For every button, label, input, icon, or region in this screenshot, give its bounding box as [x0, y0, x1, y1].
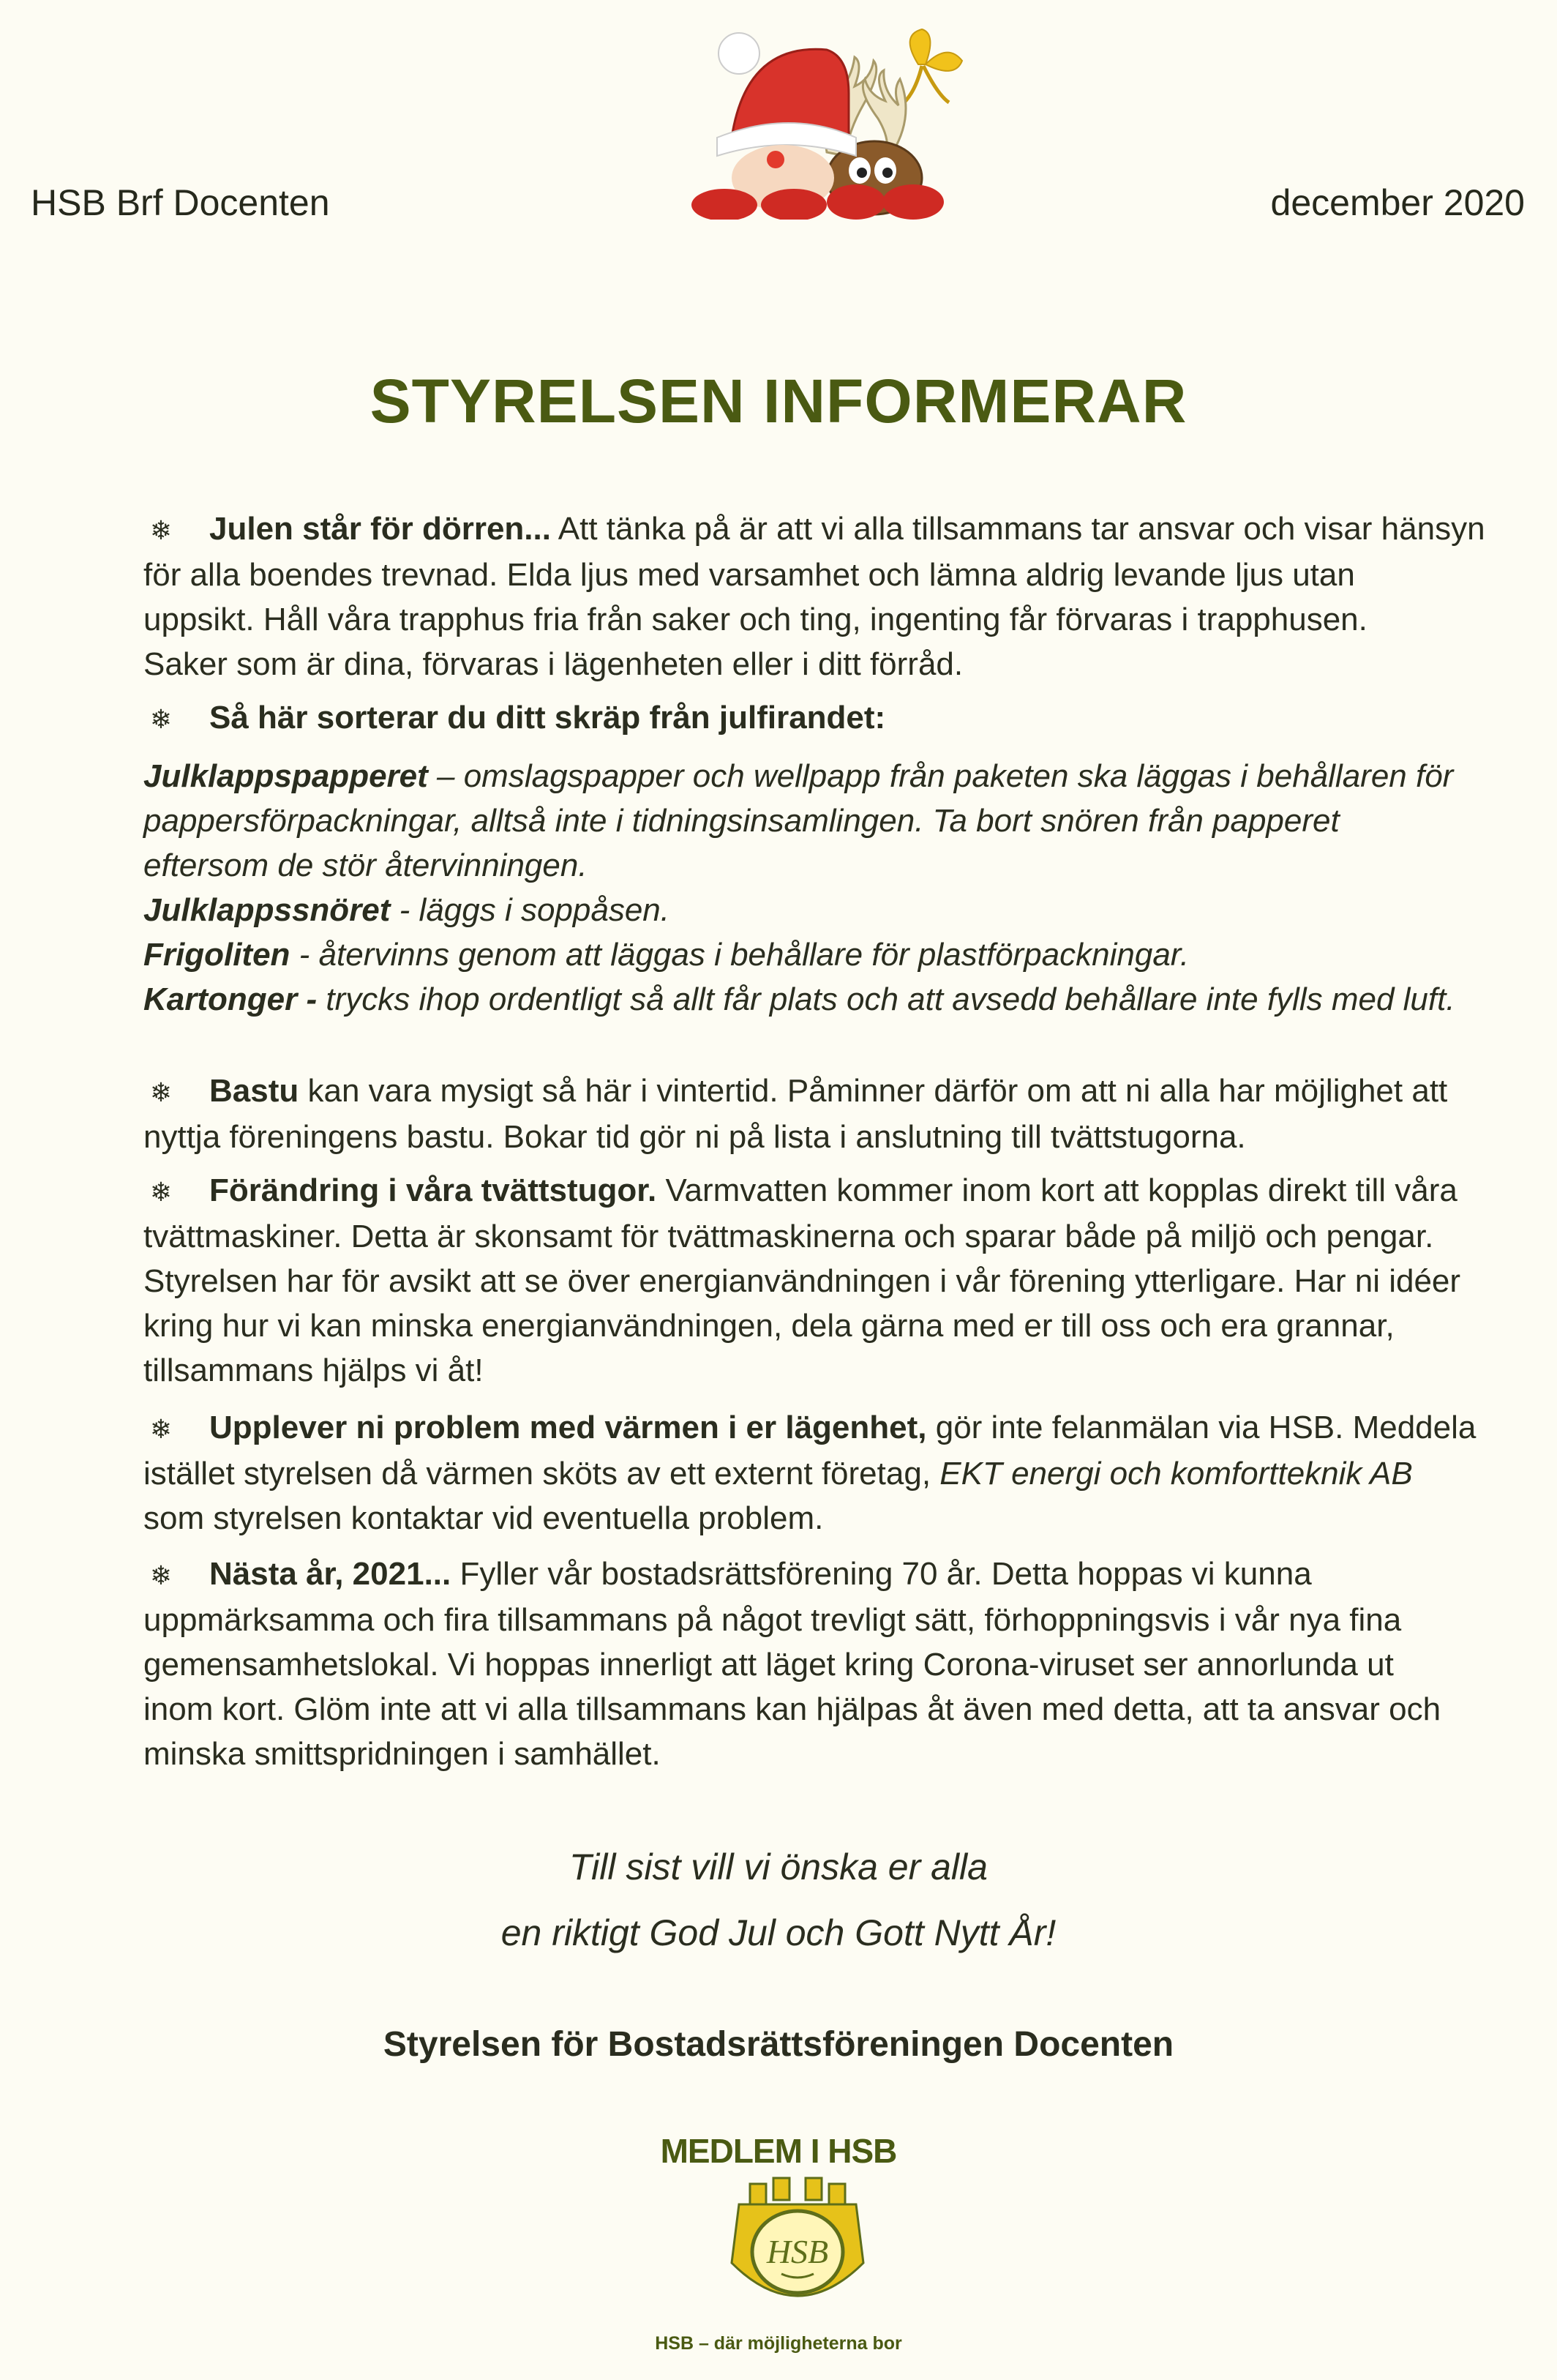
- header-org-name: HSB Brf Docenten: [31, 182, 330, 223]
- santa-and-reindeer-illustration: [673, 13, 995, 220]
- signature: Styrelsen för Bostadsrättsföreningen Docenten: [383, 2025, 1174, 2064]
- company-name: EKT energi och komfortteknik AB: [939, 1456, 1413, 1492]
- text-line: pappersförpackningar, alltså inte i tidningsinsamlingen. Ta bort snören från papperet: [143, 803, 1340, 839]
- section-julen-line1: ❄ Julen står för dörren... Att tänka på är att vi alla tillsammans tar ansvar och visar hänsyn: [143, 506, 1534, 553]
- text-line: eftersom de stör återvinningen.: [143, 847, 588, 883]
- section-nasta-ar: ❄ Nästa år, 2021... Fyller vår bostadsrättsförening 70 år. Detta hoppas vi kunna uppmärksamma och fira tillsammans på något trevligt sätt, förhoppningsvis i vår nya fina gemensamhetslokal. Vi hoppas innerligt att läget kring Corona-viruset ser annorlunda ut inom kort. Glöm inte att vi alla tillsammans kan hjälpas åt även med detta, att ta ansvar och minska smittspridningen i samhället.: [143, 1552, 1534, 1776]
- closing-line-1: Till sist vill vi önska er alla: [569, 1846, 988, 1887]
- section-bastu: ❄ Bastu kan vara mysigt så här i vintertid. Påminner därför om att ni alla har möjlighet att nyttja föreningens bastu. Bokar tid gör ni på lista i anslutning till tvättstugorna.: [143, 1069, 1534, 1159]
- snowflake-icon: ❄: [149, 1560, 173, 1590]
- medlem-i-hsb: MEDLEM I HSB: [660, 2132, 897, 2170]
- sort-item-julklappssnore: Julklappssnöret - läggs i soppåsen.: [143, 892, 669, 928]
- snowflake-icon: ❄: [149, 1414, 173, 1444]
- snowflake-icon: ❄: [149, 1077, 173, 1107]
- text-line: nyttja föreningens bastu. Bokar tid gör ni på lista i anslutning till tvättstugorna.: [143, 1119, 1246, 1155]
- text-line: tvättmaskiner. Detta är skonsamt för tvättmaskinerna och sparar både på miljö och pengar.: [143, 1219, 1434, 1254]
- text-line: uppmärksamma och fira tillsammans på något trevligt sätt, förhoppningsvis i vår nya fina: [143, 1602, 1402, 1638]
- text-line: Saker som är dina, förvaras i lägenheten eller i ditt förråd.: [143, 646, 964, 682]
- text-line: för alla boendes trevnad. Elda ljus med varsamhet och lämna aldrig levande ljus utan: [143, 557, 1355, 593]
- sort-item-kartonger: Kartonger - trycks ihop ordentligt så allt får plats och att avsedd behållare inte fylls med luft.: [143, 981, 1455, 1017]
- page-title: STYRELSEN INFORMERAR: [369, 367, 1188, 435]
- snowflake-icon: ❄: [149, 515, 173, 545]
- section-nasta-ar-heading: Nästa år, 2021...: [209, 1556, 451, 1592]
- section-julen: [143, 506, 1534, 686]
- section-tvattstugor: ❄ Förändring i våra tvättstugor. Varmvatten kommer inom kort att kopplas direkt till våra tvättmaskiner. Detta är skonsamt för tvättmaskinerna och sparar både på miljö och pengar. Styrelsen har för avsikt att se över energianvändningen i vår förening ytterligare. Har ni idéer kring hur vi kan minska energianvändningen, dela gärna med er till oss och era grannar, tillsammans hjälps vi åt!: [143, 1168, 1534, 1393]
- section-varme: ❄ Upplever ni problem med värmen i er lägenhet, gör inte felanmälan via HSB. Meddela istället styrelsen då värmen sköts av ett externt företag, EKT energi och komfortteknik AB som styrelsen kontaktar vid eventuella problem.: [143, 1405, 1534, 1541]
- header-date: december 2020: [1270, 182, 1525, 223]
- text-line: inom kort. Glöm inte att vi alla tillsammans kan hjälpas åt även med detta, att ta ansvar och: [143, 1691, 1441, 1727]
- text-line: minska smittspridningen i samhället.: [143, 1736, 661, 1772]
- closing-line-2: en riktigt God Jul och Gott Nytt År!: [500, 1912, 1057, 1953]
- section-julen-heading: Julen står för dörren...: [209, 511, 551, 547]
- section-varme-heading: Upplever ni problem med värmen i er lägenhet,: [209, 1410, 927, 1445]
- hsb-tagline: HSB – där möjligheterna bor: [655, 2333, 902, 2354]
- hsb-logo-icon: [724, 2175, 871, 2314]
- section-tvattstugor-heading: Förändring i våra tvättstugor.: [209, 1172, 657, 1208]
- text-line: tillsammans hjälps vi åt!: [143, 1352, 484, 1388]
- section-sortering-list: [143, 754, 1534, 1022]
- text-line: kring hur vi kan minska energianvändningen, dela gärna med er till oss och era grannar,: [143, 1308, 1395, 1344]
- text-line: uppsikt. Håll våra trapphus fria från saker och ting, ingenting får förvaras i trapphusen.: [143, 602, 1367, 637]
- snowflake-icon: ❄: [149, 1177, 173, 1207]
- section-sortering-heading: ❄ Så här sorterar du ditt skräp från julfirandet:: [143, 695, 1534, 741]
- text-line: som styrelsen kontaktar vid eventuella problem.: [143, 1500, 824, 1536]
- hsb-logo-text: HSB: [766, 2233, 829, 2270]
- text-line: Styrelsen har för avsikt att se över energianvändningen i vår förening ytterligare. Har ni idéer: [143, 1263, 1461, 1299]
- sort-item-frigolit: Frigoliten - återvinns genom att läggas i behållare för plastförpackningar.: [143, 937, 1190, 973]
- snowflake-icon: ❄: [149, 704, 173, 734]
- text-line: gemensamhetslokal. Vi hoppas innerligt att läget kring Corona-viruset ser annorlunda ut: [143, 1647, 1394, 1683]
- section-bastu-heading: Bastu: [209, 1073, 299, 1109]
- sort-item-julklappspapper: Julklappspapperet – omslagspapper och wellpapp från paketen ska läggas i behållaren för: [143, 758, 1454, 794]
